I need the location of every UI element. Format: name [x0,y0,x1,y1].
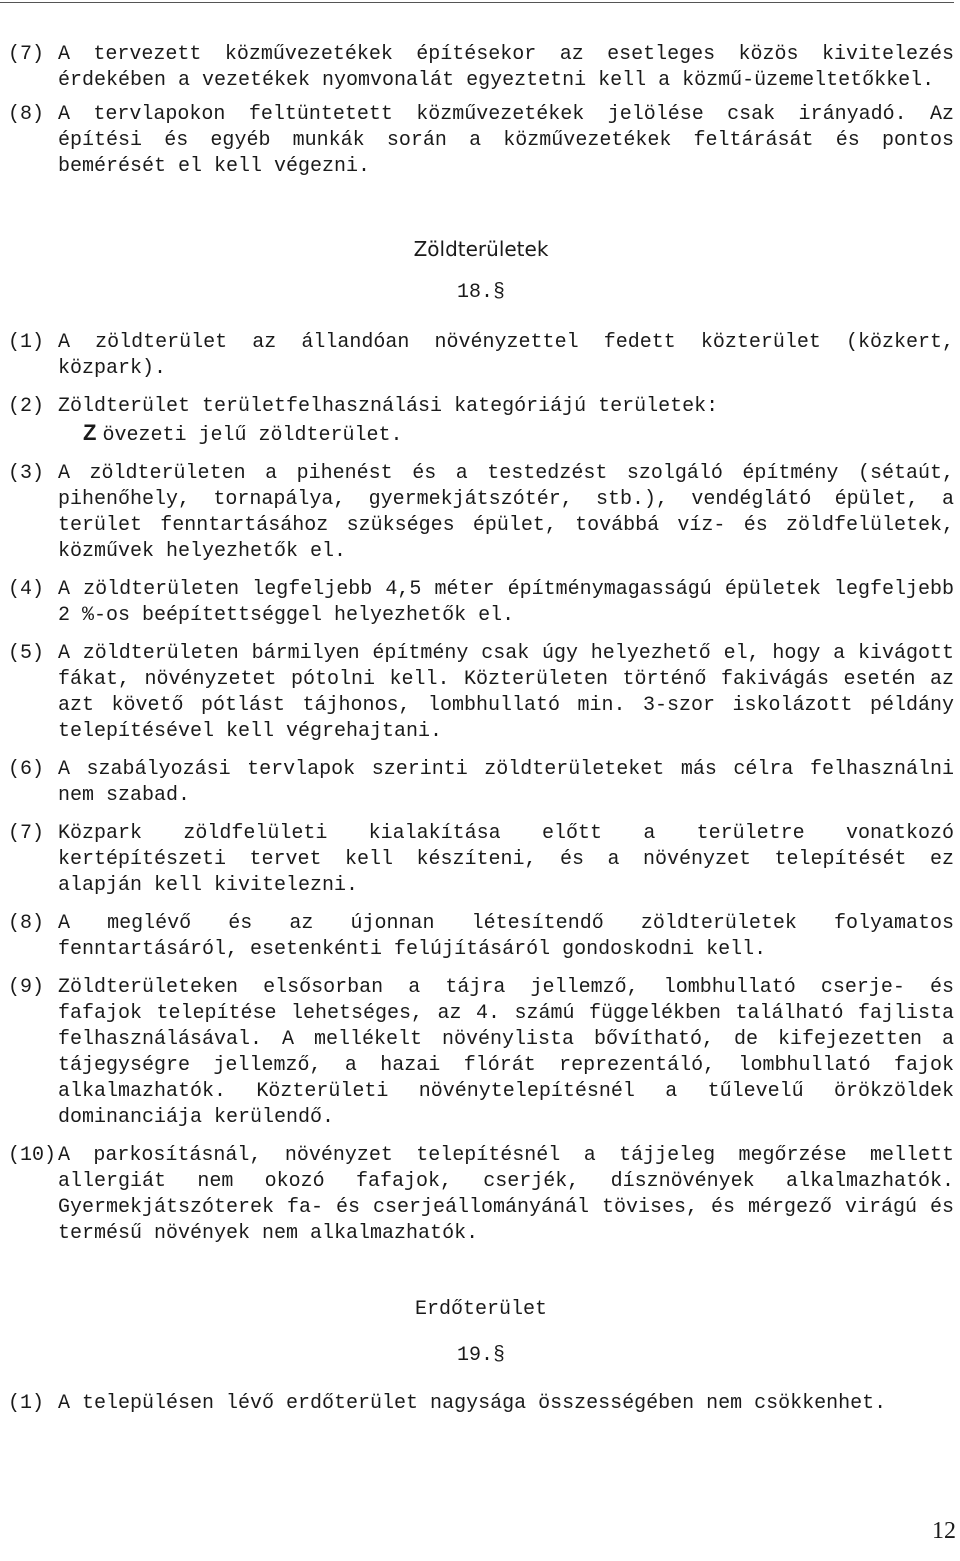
section-18-paragraph-6 [8,757,954,809]
section-19-paragraph-1 [8,1391,954,1417]
document-body [8,42,954,1417]
paragraph-text: Zöldterület területfelhasználási kategóriájú területek: [58,395,719,418]
paragraph-number: (2) [8,395,45,418]
paragraph-number: (6) [8,758,45,781]
section-18-paragraph-4 [8,577,954,629]
paragraph-text: A zöldterület az állandóan növényzettel fedett közterület (közkert, közpark). [58,331,954,380]
section-19-number: 19.§ [456,1344,505,1367]
paragraph-number: (1) [8,331,45,354]
paragraph-text: A tervezett közművezetékek építésekor az esetleges közös kivitelezés érdekében a vezetékek nyomvonalát egyeztetni kell a közmű-üzemeltetőkkel. [58,43,954,92]
page-number: 12 [932,1518,956,1544]
section-18-number: 18.§ [456,281,505,304]
paragraph-text: Zöldterületeken elsősorban a tájra jellemző, lombhullató cserje- és fafajok telepítése lehetséges, az 4. számú függelékben található fajlista felhasználásával. A mellékelt növénylista bővítható, de kifejezetten a tájegységre jellemző, a hazai flórát reprezentáló, lombhullató fajok alkalmazhatók. Közterületi növénytelepítésnél a tűlevelű örökzöldek dominanciája kerülendő. [58,976,954,1129]
paragraph-number: (10) [8,1144,57,1167]
section-18-paragraph-5 [8,641,954,745]
section-18-paragraph-1 [8,330,954,382]
paragraph-text: A településen lévő erdőterület nagysága összességében nem csökkenhet. [58,1392,887,1415]
section-18-title: Zöldterületek [413,237,549,261]
section-18-paragraph-7 [8,821,954,899]
paragraph-text: A zöldterületen legfeljebb 4,5 méter építménymagasságú épületek legfeljebb 2 %-os beépítettséggel helyezhetők el. [58,578,954,627]
paragraph-number: (7) [8,43,45,66]
paragraph-text: Közpark zöldfelületi kialakítása előtt a területre vonatkozó kertépítészeti tervet kell készíteni, és a növényzet telepítését ez alapján kell kivitelezni. [58,822,954,897]
paragraph-text: A szabályozási tervlapok szerinti zöldterületeket más célra felhasználni nem szabad. [58,758,954,807]
paragraph-text: A zöldterületen a pihenést és a testedzést szolgáló építmény (sétaút, pihenőhely, tornapálya, gyermekjátszótér, stb.), vendéglátó épület, a terület fenntartásához szükséges épület, továbbá víz- és zöldfelületek, közművek helyezhetők el. [58,462,954,563]
paragraph-text: A tervlapokon feltüntetett közművezetékek jelölése csak irányadó. Az építési és egyéb munkák során a közművezetékek feltárását és pontos bemérését el kell végezni. [58,103,954,178]
paragraph-number: (9) [8,976,45,999]
zone-letter: Z [83,420,97,445]
paragraph-text: A parkosításnál, növényzet telepítésnél a tájjeleg megőrzése mellett allergiát nem okozó fafajok, cserjék, dísznövények alkalmazhatók. Gyermekjátszóterek fa- és cserjeállományánál tövises, és mérgező virágú és termésű növények nem alkalmazhatók. [58,1144,954,1245]
paragraph-number: (8) [8,912,45,935]
section-18-paragraph-2 [8,394,954,449]
zone-description: övezeti jelű zöldterület. [102,424,403,447]
section-19-title: Erdőterület [414,1298,548,1321]
paragraph-text: A meglévő és az újonnan létesítendő zöldterületek folyamatos fenntartásáról, esetenkénti felújításáról gondoskodni kell. [58,912,954,961]
top-rule [0,2,954,3]
paragraph-text: A zöldterületen bármilyen építmény csak úgy helyezhető el, hogy a kivágott fákat, növényzetet pótolni kell. Közterületen történő fakivágás esetén az azt követő pótlást tájhonos, lombhullató min. 3-szor iskolázott példány telepítésével kell végrehajtani. [58,642,954,743]
section-18-paragraph-8 [8,911,954,963]
paragraph-number: (8) [8,103,45,126]
paragraph-8-utilities [8,102,954,180]
paragraph-body [58,394,954,449]
section-18-paragraph-3 [8,461,954,565]
paragraph-number: (1) [8,1392,45,1415]
paragraph-number: (4) [8,578,45,601]
paragraph-7-utilities [8,42,954,94]
paragraph-number: (3) [8,462,45,485]
paragraph-number: (5) [8,642,45,665]
paragraph-number: (7) [8,822,45,845]
section-18-paragraph-10 [8,1143,954,1247]
section-18-paragraph-9 [8,975,954,1131]
